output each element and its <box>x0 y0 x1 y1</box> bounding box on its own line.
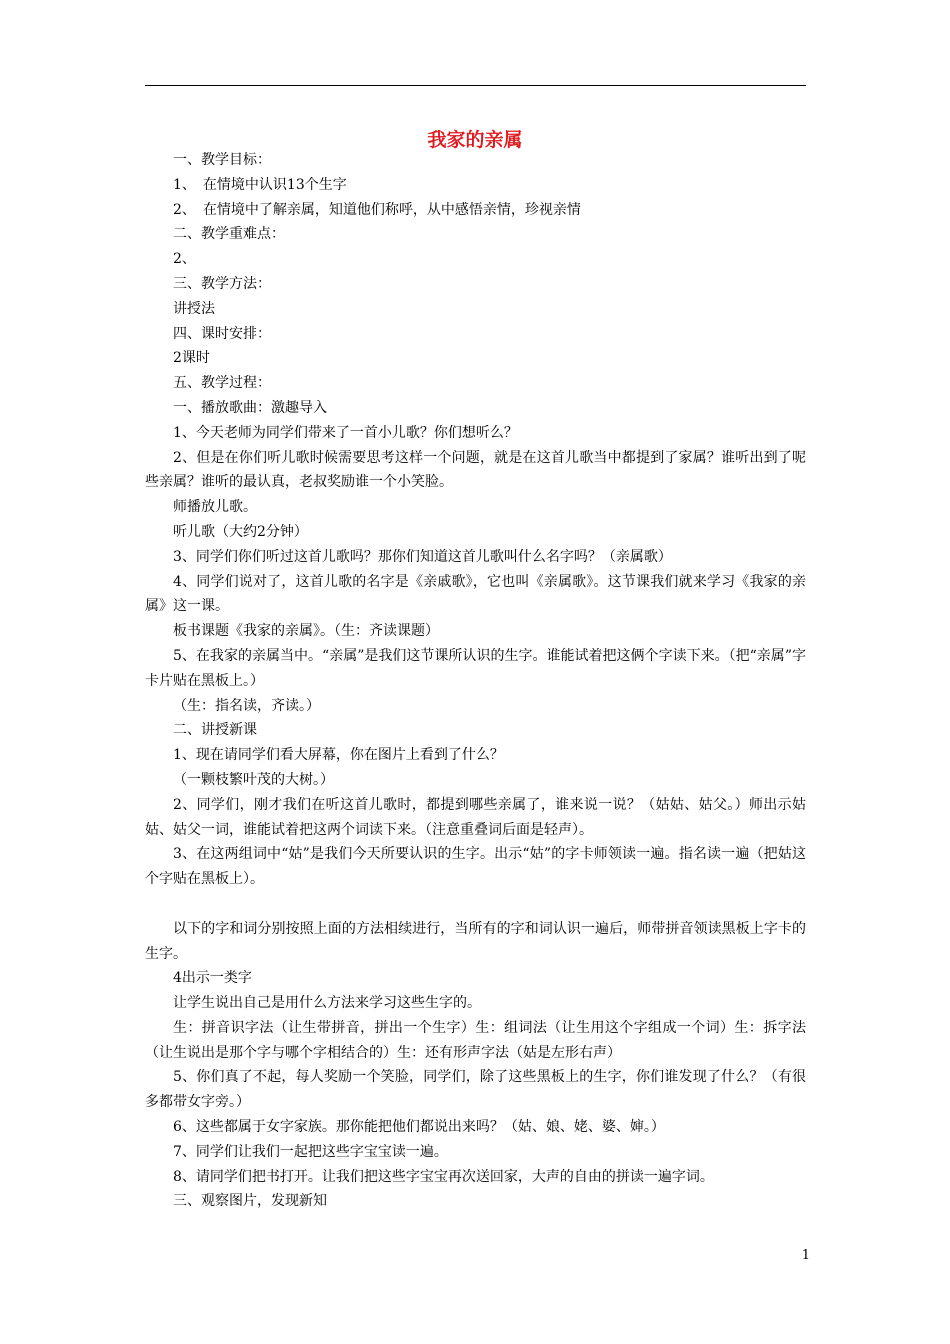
paragraph: 3、在这两组词中“姑”是我们今天所要认识的生字。出示“姑”的字卡师领读一遍。指名读一遍（把姑这个字贴在黑板上）。 <box>145 846 806 888</box>
page-number: 1 <box>801 1248 810 1263</box>
paragraph: 五、教学过程： <box>173 375 271 392</box>
paragraph: 听儿歌（大约2分钟） <box>173 523 308 540</box>
paragraph: 7、同学们让我们一起把这些字宝宝读一遍。 <box>173 1143 448 1160</box>
paragraph: 6、这些都属于女字家族。那你能把他们都说出来吗？（姑、娘、姥、婆、婶。） <box>173 1119 665 1136</box>
paragraph: 5、你们真了不起，每人奖励一个笑脸，同学们，除了这些黑板上的生字，你们谁发现了什么？（有很多都带女字旁。） <box>145 1069 806 1111</box>
paragraph: （生：指名读，齐读。） <box>173 697 320 714</box>
paragraph: 二、讲授新课 <box>173 722 257 739</box>
paragraph: 讲授法 <box>173 300 215 317</box>
paragraph: 1、 在情境中认识13个生字 <box>173 176 347 193</box>
paragraph: 1、今天老师为同学们带来了一首小儿歌？你们想听么？ <box>173 424 518 441</box>
paragraph: 4、同学们说对了，这首儿歌的名字是《亲戚歌》，它也叫《亲属歌》。这节课我们就来学习《我家的亲属》这一课。 <box>145 573 806 615</box>
paragraph: 生：拼音识字法（让生带拼音，拼出一个生字）生：组词法（让生用这个字组成一个词）生：拆字法（让生说出是那个字与哪个字相结合的）生：还有形声字法（姑是左形右声） <box>145 1019 806 1061</box>
paragraph <box>145 892 806 917</box>
paragraph: 5、在我家的亲属当中。“亲属”是我们这节课所认识的生字。谁能试着把这俩个字读下来。（把“亲属”字卡片贴在黑板上。） <box>145 647 806 689</box>
paragraph: 一、播放歌曲：激趣导入 <box>173 399 327 416</box>
paragraph: 三、教学方法： <box>173 275 271 292</box>
paragraph: 三、观察图片，发现新知 <box>173 1193 327 1210</box>
paragraph: 二、教学重难点： <box>173 226 285 243</box>
paragraph: 四、课时安排： <box>173 325 271 342</box>
paragraph: 让学生说出自己是用什么方法来学习这些生字的。 <box>173 995 481 1012</box>
paragraph: 3、同学们你们听过这首儿歌吗？那你们知道这首儿歌叫什么名字吗？（亲属歌） <box>173 548 672 565</box>
paragraph: （一颗枝繁叶茂的大树。） <box>173 771 334 788</box>
paragraph: 1、现在请同学们看大屏幕，你在图片上看到了什么？ <box>173 747 504 764</box>
paragraph: 2、 <box>173 251 196 268</box>
paragraph: 8、请同学们把书打开。让我们把这些字宝宝再次送回家，大声的自由的拼读一遍字词。 <box>173 1168 714 1185</box>
header-rule <box>145 85 806 86</box>
paragraph: 4出示一类字 <box>173 970 252 987</box>
paragraph: 2课时 <box>173 350 210 367</box>
paragraph: 以下的字和词分别按照上面的方法相续进行，当所有的字和词认识一遍后，师带拼音领读黑板上字卡的生字。 <box>145 920 806 962</box>
paragraph: 2、但是在你们听儿歌时候需要思考这样一个问题，就是在这首儿歌当中都提到了家属？谁听出到了呢些亲属？谁听的最认真，老叔奖励谁一个小笑脸。 <box>145 449 806 491</box>
document-body <box>145 148 806 1214</box>
paragraph: 板书课题《我家的亲属》。（生：齐读课题） <box>173 623 439 640</box>
paragraph: 2、 在情境中了解亲属，知道他们称呼，从中感悟亲情，珍视亲情 <box>173 201 581 218</box>
paragraph: 2、同学们，刚才我们在听这首儿歌时，都提到哪些亲属了，谁来说一说？（姑姑、姑父。）师出示姑姑、姑父一词，谁能试着把这两个词读下来。（注意重叠词后面是轻声）。 <box>145 796 806 838</box>
paragraph: 师播放儿歌。 <box>173 499 257 516</box>
paragraph: 一、教学目标： <box>173 152 271 168</box>
document-title: 我家的亲属 <box>427 129 523 151</box>
